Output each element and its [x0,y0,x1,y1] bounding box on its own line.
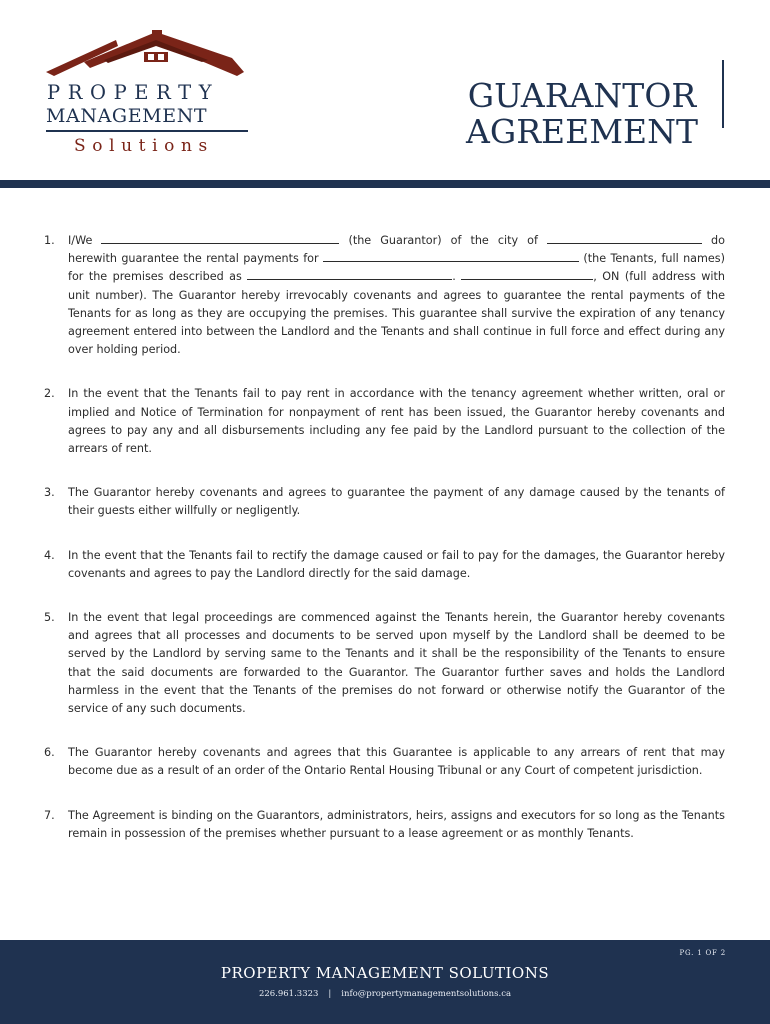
clause-1 [44,232,725,359]
footer-contact [0,989,770,999]
clause-number: 7. [44,808,55,822]
footer-email[interactable]: info@propertymanagementsolutions.ca [341,989,512,999]
clause-text: , ON (full address with unit number). The Guarantor hereby irrevocably covenants and agrees to guarantee the rental payments of the Tenants for as long as they are occupying the premises. This guarantee shall survive the expiration of any tenancy agreement entered into between the Landlord and the Tenants and shall continue in full force and effect during any over holding period. [68,270,725,357]
clause-2 [44,385,725,458]
clause-text: The Guarantor hereby covenants and agrees that this Guarantee is applicable to any arrears of rent that may become due as a result of an order of the Ontario Rental Housing Tribunal or any Court of competent jurisdiction. [68,746,725,778]
clause-text: The Agreement is binding on the Guarantors, administrators, heirs, assigns and executors for so long as the Tenants remain in possession of the premises whether pursuant to a lease agreement or as monthly Tenants. [68,808,725,840]
clause-text: I/We [68,234,93,247]
logo-divider [46,130,248,132]
clause-3 [44,484,725,520]
clause-number: 3. [44,486,55,500]
header-divider-band [0,180,770,188]
title-line-2: AGREEMENT [466,112,698,152]
clause-number: 6. [44,746,55,760]
guarantor-name-field[interactable] [101,233,339,244]
page-footer [0,940,770,1024]
clause-4 [44,547,725,583]
guarantor-city-field[interactable] [547,233,702,244]
clause-text: In the event that the Tenants fail to pay rent in accordance with the tenancy agreement whether written, oral or implied and Notice of Termination for nonpayment of rent has been issued, the Guarantor hereby covenants and agrees to pay any and all disbursements including any fee paid by the Landlord pursuant to the collection of the arrears of rent. [68,387,725,456]
clause-6 [44,744,725,780]
house-roof-icon [44,28,254,80]
premises-city-field[interactable] [461,269,593,280]
company-logo [44,28,254,163]
clause-5 [44,609,725,718]
footer-company-name: PROPERTY MANAGEMENT SOLUTIONS [220,964,550,982]
clause-text: In the event that the Tenants fail to rectify the damage caused or fail to pay for the damages, the Guarantor hereby covenants and agrees to pay the Landlord directly for the said damage. [68,548,725,580]
logo-text-solutions: Solutions [74,136,214,156]
clause-7 [44,807,725,843]
footer-phone[interactable]: 226.961.3323 [258,989,319,999]
title-line-1: GUARANTOR [467,76,697,116]
clause-text: (the Guarantor) of the city of [348,234,538,247]
footer-separator: | [328,989,332,999]
clause-number: 5. [44,611,55,625]
clause-number: 1. [44,234,55,247]
clause-text: The Guarantor hereby covenants and agrees to guarantee the payment of any damage caused by the tenants of their guests either willfully or negligently. [68,486,725,518]
clause-text: (the Tenants, full names) for the premises described as [68,252,725,284]
clause-text: do herewith guarantee the rental payments for [68,234,725,266]
logo-text-property: PROPERTY [47,81,220,104]
tenant-names-field[interactable] [323,251,579,262]
premises-address-field[interactable] [247,269,452,280]
clause-number: 2. [44,387,55,401]
page-header [0,0,770,180]
agreement-clauses [44,232,725,843]
document-title [466,78,698,150]
page-number: PG. 1 OF 2 [679,949,726,957]
clause-number: 4. [44,548,55,562]
title-accent-bar [722,60,724,128]
logo-text-management: MANAGEMENT [46,105,208,127]
clause-text: In the event that legal proceedings are commenced against the Tenants herein, the Guarantor hereby covenants and agrees that all processes and documents to be served upon myself by the Landlord shall be deemed to be served by the Landlord by serving same to the Tenants and it shall be the responsibility of the Tenants to ensure that the said documents are forwarded to the Guarantor. The Guarantor further saves and holds the Landlord harmless in the event that the Tenants of the premises do not forward or otherwise notify the Guarantor of the service of any such documents. [68,611,725,716]
clause-text: . [452,270,456,284]
